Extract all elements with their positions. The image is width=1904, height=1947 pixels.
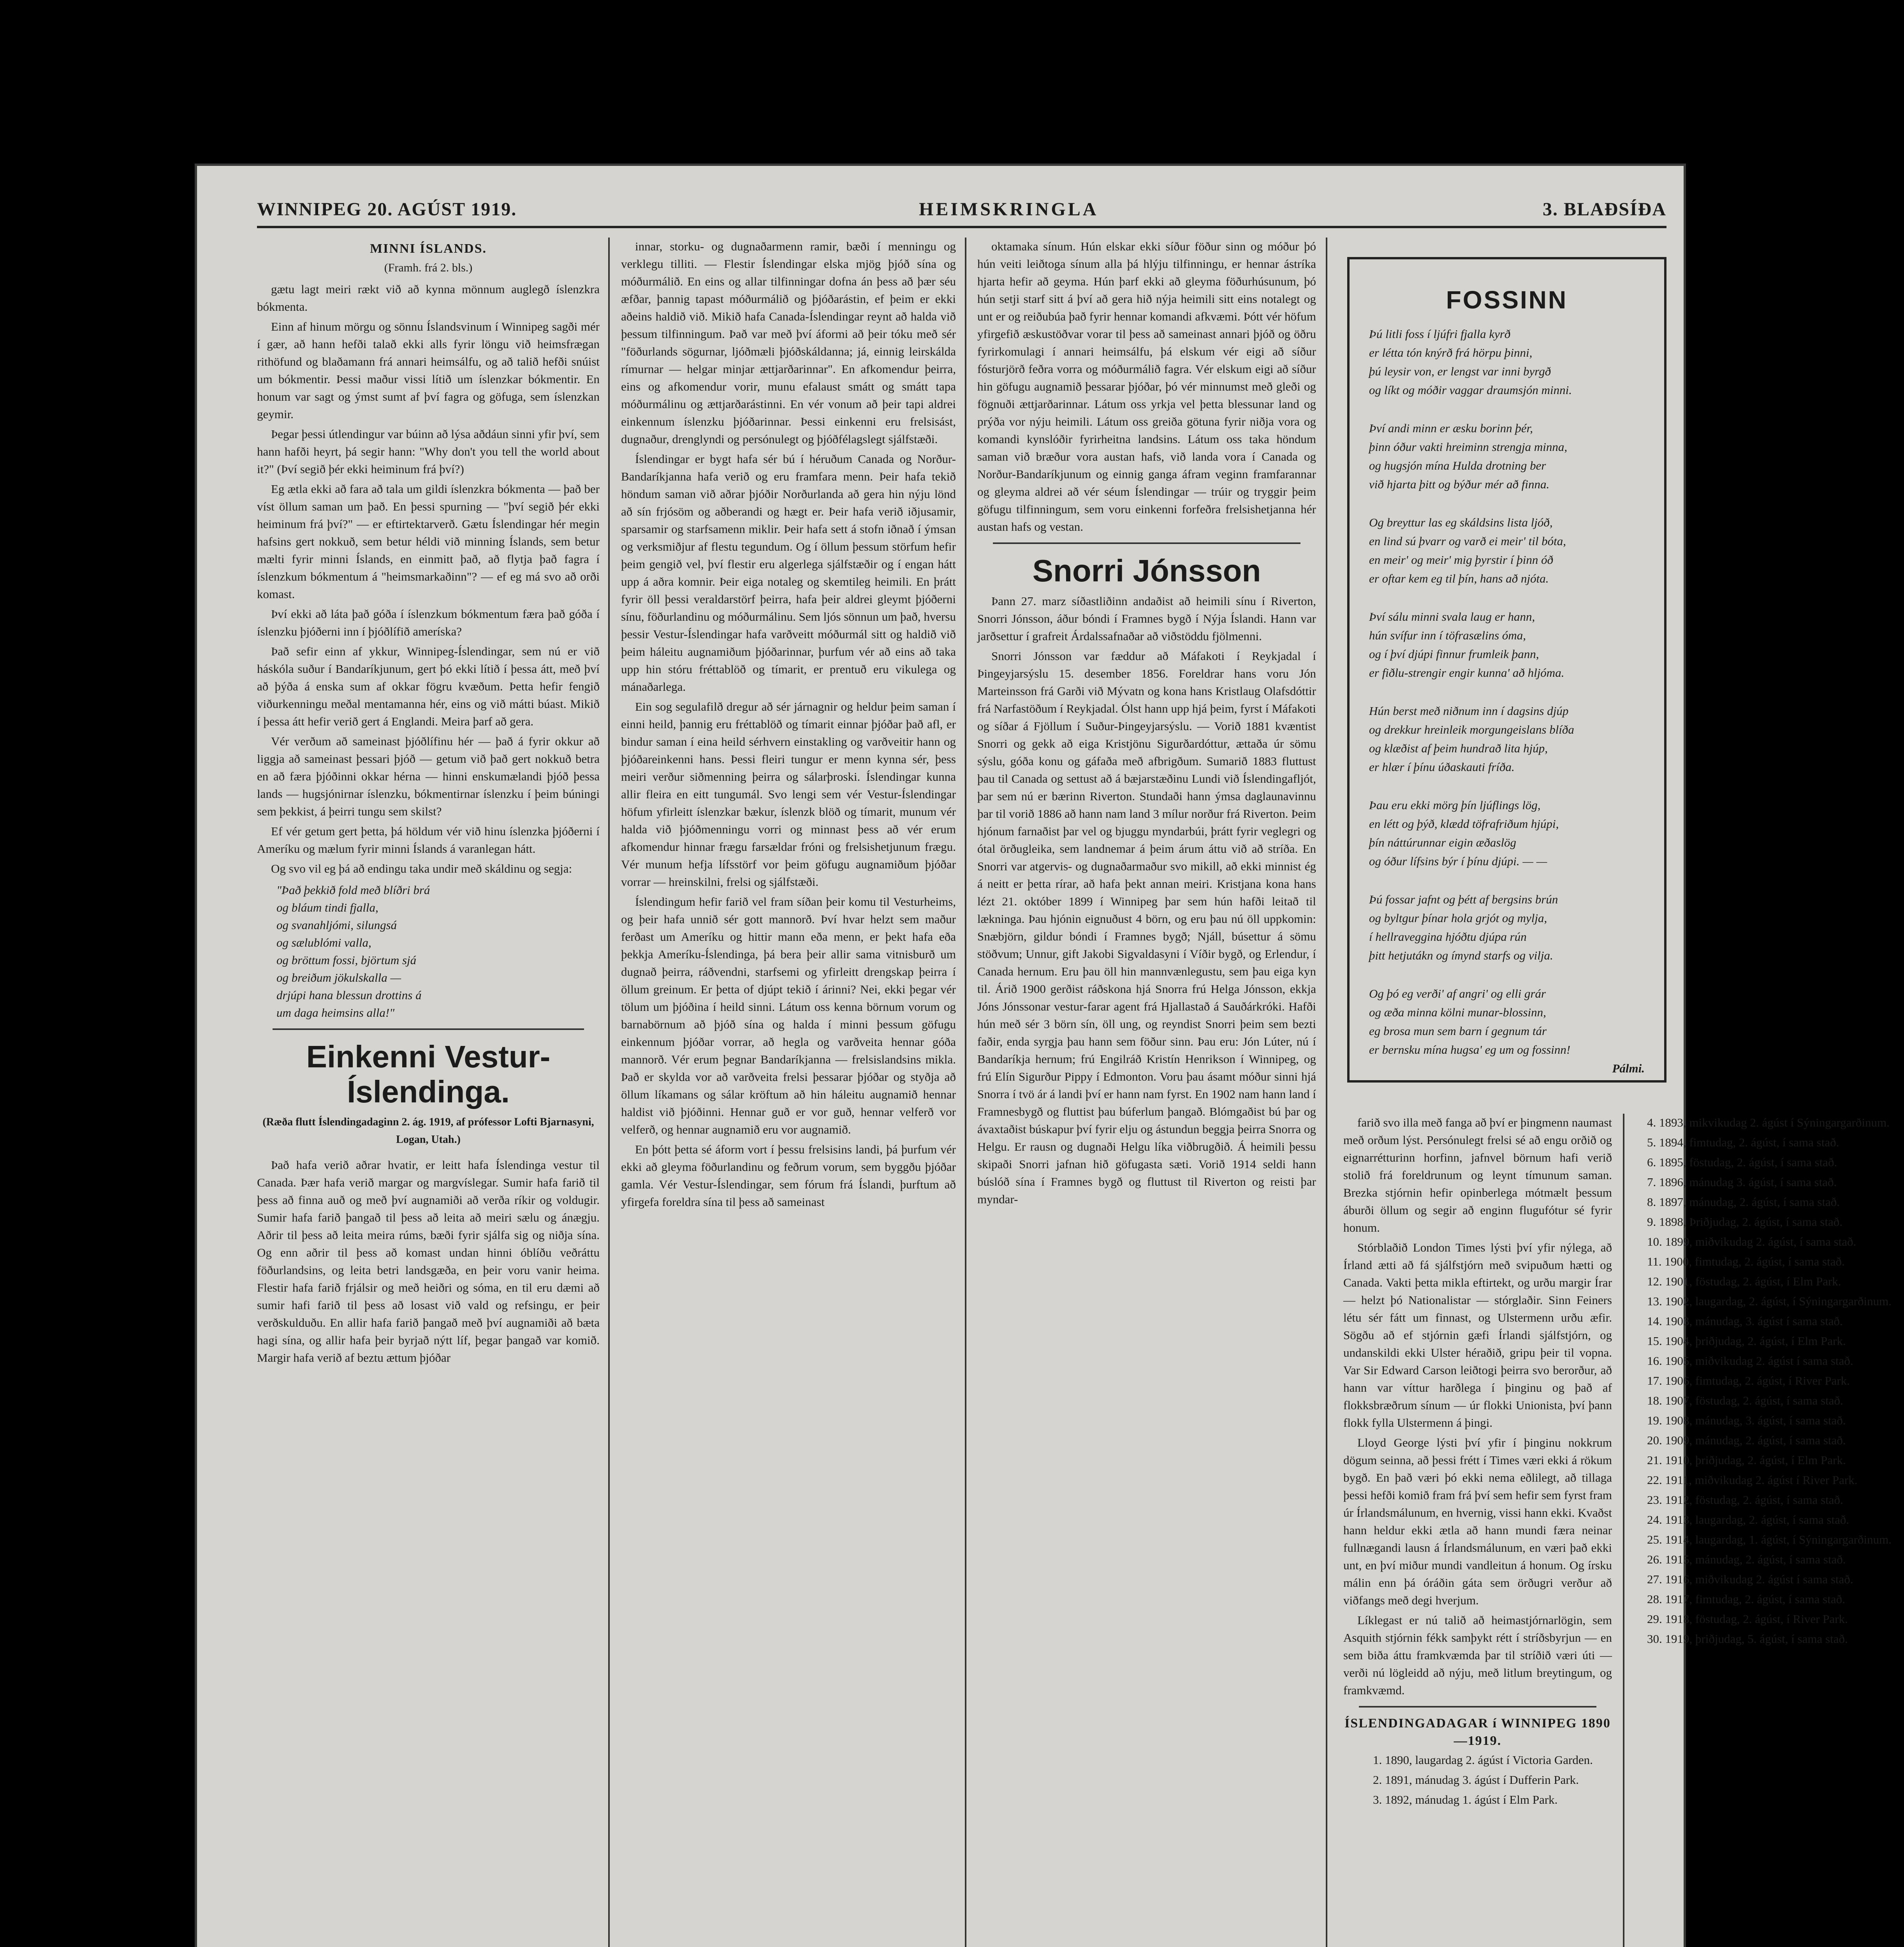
column-3 (977, 238, 1316, 1756)
poem-stanza (1369, 702, 1645, 776)
poem-line: Þau eru ekki mörg þín ljúflings lög, (1369, 798, 1541, 812)
paragraph: Ef vér getum gert þetta, þá höldum vér við hinu íslenzka þjóðerni í Ameríku og mælum fyrir minni Íslands á varanlegan hátt. (257, 824, 600, 856)
poem-line: Því sálu minni svala laug er hann, (1369, 610, 1535, 623)
paragraph: Og svo vil eg þá að endingu taka undir með skáldinu og segja: (271, 862, 572, 875)
poem-line: er bernsku mína hugsa' eg um og fossinn! (1369, 1043, 1571, 1056)
divider (273, 1028, 584, 1030)
poem-line: þitt hetjutákn og ímynd starfs og vilja. (1369, 949, 1553, 962)
poem-author: Pálmi. (1612, 1062, 1645, 1075)
poem-line: og drekkur hreinleik morgungeislans blíða (1369, 723, 1574, 736)
list-item: 15. 1904, þriðjudag, 2. ágúst, í Elm Park. (1647, 1334, 1846, 1348)
paragraph: En þótt þetta sé áform vort í þessu frelsisins landi, þá þurfum vér ekki að gleyma föðurlandinu og feðrum vorum, sem byggðu þjóðar gamla. Vér Vestur-Íslendingar, sem fórum frá Íslandi, þurftum að yfirgefa foreldra sína til þess að sameinast (621, 1142, 956, 1209)
poem-line: og æða minna kölni munar-blossinn, (1369, 1005, 1546, 1019)
poem-line: í hellraveggina hjóðtu djúpa rún (1369, 930, 1527, 944)
poem-line: eg brosa mun sem barn í gegnum tár (1369, 1024, 1547, 1038)
list-item: 16. 1905, miðvikudag 2. ágúst í sama stað. (1647, 1354, 1853, 1368)
poem-stanza (1369, 796, 1645, 871)
list-item: 30. 1919, þriðjudag, 5. ágúst, í sama stað. (1647, 1632, 1848, 1646)
poem-stanza (1369, 513, 1645, 588)
list-item: 13. 1902, laugardag, 2. ágúst, í Sýningargarðinum. (1647, 1294, 1892, 1308)
verse-line: um daga heimsins alla!" (276, 1006, 395, 1019)
paragraph: Stórblaðið London Times lýsti því yfir nýlega, að Írland ætti að fá sjálfstjórn með svipuðum hætti og Canada. Vakti þetta mikla eftirtekt, og urðu margir Írar — helzt þó Nationalistar — stórglaðir. Sinn Feiners létu sér fátt um finnast, og Ulstermenn urðu æfir. Sögðu að ef stjórnin gæfi Írlandi sjálfstjórn, og undanskildi ekki Ulster héraðið, gripu þeir til vopna. Var Sir Edward Carson leiðtogi þeirra svo berorður, að hann var víttur harðlega í þinginu og það af flokksbræðrum sínum — úr flokki Unionista, því þann flokk fylla Ulstermenn á þingi. (1343, 1241, 1612, 1429)
newspaper-page (195, 164, 1892, 1947)
article-title-einkenni: Einkenni Vestur-Íslendinga. (306, 1039, 551, 1109)
poem-line: Þú litli foss í ljúfri fjalla kyrð (1369, 327, 1511, 341)
poem-line: Og þó eg verði' af angri' og elli grár (1369, 987, 1546, 1000)
list-item: 26. 1915, mánudag, 2. ágúst, í sama stað. (1647, 1553, 1846, 1566)
list-item: 12. 1901, föstudag, 2. ágúst, í Elm Park. (1647, 1275, 1841, 1288)
column-rule (965, 238, 966, 1947)
article-title-minni-islands: MINNI ÍSLANDS. (370, 241, 487, 256)
column-rule (1623, 1114, 1624, 1947)
divider (1359, 1706, 1596, 1708)
paragraph: Líklegast er nú talið að heimastjórnarlögin, sem Asquith stjórnin fékk samþykt rétt í stríðsbyrjun — en sem biða áttu framkvæmda þar til stríðið væri úti — verði nú lögleidd að nýju, með litlum breytingum, og framkvæmd. (1343, 1613, 1612, 1697)
poem-line: og byltgur þínar hola grjót og mylja, (1369, 911, 1547, 925)
poem-line: Og breyttur las eg skáldsins lista ljóð, (1369, 516, 1553, 529)
list-item: 23. 1912, föstudag, 2. ágúst, í sama stað. (1647, 1493, 1843, 1507)
poem-stanza (1369, 325, 1645, 400)
verse-line: og bröttum fossi, björtum sjá (276, 953, 417, 967)
poem-line: og óður lífsins býr í þínu djúpi. — — (1369, 854, 1547, 868)
paragraph: innar, storku- og dugnaðarmenn ramir, bæði í menningu og verklegu tilliti. — Flestir Íslendingar elska mjög þjóð sína og móðurmálið. En eins og allar tilfinningar dofna án þess að þær séu æfðar, þannig tapast móðurmálið og þjóðarástin, ef þeim er ekki aðeins haldið við. Mikið hafa Canada-Íslendingar reynt að halda við þessum tilfinningum. Það var með því áformi að þeir tóku með sér "föðurlands sögurnar, ljóðmæli þjóðskáldanna; já, einnig leirskálda rímurnar — helgar minjar ættjarðarinnar". En afkomendur þeirra, eins og afkomendur vorir, munu efalaust smátt og smátt tapa móðurmálinu og ættjarðarástinni. En vér vonum að þeir tapi aldrei einkennum íslenzku þjóðarinnar. Þessi einkenni eru frelsisást, dugnaður, drenglyndi og persónulegt og þjóðfélagslegt sjálfstæði. (621, 239, 956, 446)
list-item: 1. 1890, laugardag 2. ágúst í Victoria Garden. (1373, 1753, 1593, 1767)
paragraph: Snorri Jónsson var fæddur að Máfakoti í Reykjadal í Þingeyjarsýslu 15. desember 1856. Foreldrar hans voru Jón Marteinsson frá Garði við Mývatn og kona hans Kristlaug Olafsdóttir frá Narfastöðum í Reykjadal. Ólst hann upp hjá þeim, fyrst í Máfakoti og síðar á Fjöllum í Suður-Þingeyjarsýslu. — Vorið 1881 kvæntist Snorri og gekk að eiga Kristjönu Sigurðardóttur, ættaða úr sömu sýslu, góða konu og gáfaða með afbrigðum. Sumarið 1883 fluttust þau til Canada og settust að á bæjarstæðinu Lundi við Íslendingafljót, þar sem nú er bærinn Riverton. Stundaði hann ýmsa daglaunavinnu þar til vorið 1886 að hann nam land 3 mílur norður frá Riverton. Þeim hjónum farnaðist þar vel og bjuggu myndarbúi, þrátt fyrir veglegri og ótal örðugleika, sem landnemar á þeim árum áttu við að stríða. En Snorri var atgervis- og dugnaðarmaður svo mikill, að ekki minnist ég á neitt er þetta rírar, að hafa þekt annan meiri. Kristjana kona hans lézt 21. október 1899 í Winnipeg þar sem hún hafði leitað til lækninga. Þau hjónin eignuðust 4 börn, og eru þau nú öll uppkomin: Snæbjörn, gildur bóndi í Framnes bygð; Njáll, búsettur á sömu stöðvum; Unnur, gift Jakobi Sigvaldasyni í Víðir bygð, og Erlendur, í Canada hernum. Eru þau öll hin mannvænlegustu, sem þau eiga kyn til. Árið 1900 gerðist ráðskona hjá Snorra frú Helga Jónsson, ekkja Jóns Jónssonar vestur-farar agent frá Hjallastað á Sauðárkróki. Hafði hún með sér 3 börn sín, öll ung, og reyndist Snorri þeim sem bezti faðir, enda syrgja þau hann sem föður sinn. Þau eru: Jón Lúter, nú í Bandaríkja hernum; frú Engilráð Kristín Henrikson í Winnipeg, og frú Elín Sigurður Pippy í Edmonton. Voru þau ásamt móður sinni hjá Snorra í tvö ár á landi því er hann nam fyrst. En 1902 nam hann land í Framnesbygð og fluttist þau búferlum þangað. Blómgaðist bú þar og ávaxtaðist búskapur því fyrir elju og ástundun beggja þeirra Snorra og Helgu. Er rausn og dugnaði Helgu líka viðbrugðið. Á heimili þessu skipaði Snorri jafnan hið göfugasta sæti. Vorið 1914 seldi hann búslóð sína í Framnes bygð og fluttust til Riverton og reisti þar myndar- (977, 649, 1316, 1206)
poem-line: Þú fossar jafnt og þétt af bergsins brún (1369, 893, 1558, 906)
poem-line: þú leysir von, er lengst var inni byrgð (1369, 364, 1551, 378)
paragraph: Þegar þessi útlendingur var búinn að lýsa aðdáun sinni yfir því, sem hann hafði heyrt, þá segir hann: "Why don't you tell the world about it?" (Því segið þér ekki heiminum frá því?) (257, 427, 600, 476)
column-5-list (1631, 1114, 1904, 1947)
poem-line: þinn óður vakti hreiminn strengja minna, (1369, 440, 1568, 454)
poem-line: við hjarta þitt og býður mér að finna. (1369, 477, 1550, 491)
list-item: 28. 1917, fimtudag, 2. ágúst, í sama stað. (1647, 1592, 1845, 1606)
paragraph: Vér verðum að sameinast þjóðlífinu hér — það á fyrir okkur að liggja að sameinast þessari þjóð — getum við það gert nokkuð betra en að færa þjóðinni okkar hérna — hinni enskumælandi þjóð þessa lands — hugsjónirnar íslenzku, bókmentirnar íslenzku í þeim búningi sem þekkist, á þeirri tungu sem skilst? (257, 734, 600, 818)
poem-box (1347, 257, 1666, 1083)
list-item: 17. 1906, fimtudag, 2. ágúst, í River Park. (1647, 1374, 1850, 1387)
paragraph: Íslendingar er bygt hafa sér bú í héruðum Canada og Norður-Bandaríkjanna hafa verið og eru framfara menn. Þeir hafa tekið höndum saman við aðrar þjóðir Norðurlanda að gera hin nýju lönd að sín frjósöm og aðberandi og hægt er. Þeir hafa verið iðjusamir, sparsamir og starfsamenn miklir. Þeir hafa sett á stofn iðnað í ýmsan og verksmiðjur af flestu tegundum. Og í öllum þessum störfum hefir þeim gengið vel, því flestir eru algerlega sjálfstæðir og í engan hátt upp á aðra komnir. Þeir eiga notaleg og skemtileg heimili. En þrátt fyrir öll þessi veraldarstörf þeirra, hafa þeir aldrei gleymt þjóðerni sínu, föðurlandinu og móðurmálinu. Sem ljós sönnun um það, hversu þessir Vestur-Íslendingar hafa varðveitt móðurmál sitt og haldið við þeim háleitu augnamiðum þjóðarinnar, þurfum vér að eins að taka upp hin stóru fréttablöð og tímarit, er prentuð eru vikulega og mánaðarlega. (621, 452, 956, 694)
paragraph: Lloyd George lýsti því yfir í þinginu nokkrum dögum seinna, að þessi frétt í Times væri ekki á rökum bygð. En það væri þó ekki nema eðlilegt, að tillaga þessi hefði komið fram frá því sem hefir sem fyrst fram úr Írlandsmálunum, en hvernig, vissi hann ekki. Kvaðst hann heldur ekki ætla að hann mundi færa neinar fullnægandi lausn á Írlandsmálunum, en væri það ekki unt, en því miður mundi vandleitun á honum. Og írsku málin enn þá óráðin gáta sem örðugri verður að viðfangs með degi hverjum. (1343, 1436, 1612, 1607)
list-item: 3. 1892, mánudag 1. ágúst í Elm Park. (1373, 1793, 1558, 1806)
header-date: WINNIPEG 20. AGÚST 1919. (257, 199, 517, 220)
poem-line: er hlær í þínu úðaskauti fríða. (1369, 760, 1515, 774)
list-item: 20. 1909, mánudag, 2. ágúst, í sama stað. (1647, 1433, 1846, 1447)
list-title: ÍSLENDINGADAGAR í WINNIPEG 1890—1919. (1344, 1716, 1611, 1748)
list-item: 8. 1897, mánudag, 2. ágúst, í sama stað. (1647, 1195, 1840, 1209)
column-rule (1326, 238, 1327, 1947)
article-continuation-note: (Framh. frá 2. bls.) (384, 261, 473, 274)
list-item: 25. 1914, laugardag, 1. ágúst, í Sýningargarðinum. (1647, 1533, 1892, 1546)
poem-line: er oftar kem eg til þín, hans að njóta. (1369, 572, 1549, 585)
paragraph: Það hafa verið aðrar hvatir, er leitt hafa Íslendinga vestur til Canada. Þær hafa verið margar og margvíslegar. Sumir hafa farið til þess að finna auð og með því augnamiði að verða ríkir og voldugir. Sumir hafa farið þangað til þess að leita að meiri sælu og ánægju. Aðrir til þess að leita meira rúms, bæði fyrir sjálfa sig og niðja sína. Og enn aðrir til þess að komast undan hinni óblíðu veðráttu föðurlandsins, og leita betri landsgæða, en þeir voru vanir heima. Flestir hafa farið frjálsir og með heiðri og sóma, en til eru dæmi að sumir hafi farið til þess að losast við vald og refsingu, er þeir verðskulduðu. En allir hafa farið þangað með því augnamiði að bæta hagi sína, og allir hafa þeir byrjað nýtt líf, þegar þangað var komið. Margir hafa verið af beztu ættum þjóðar (257, 1158, 600, 1364)
paragraph: Þann 27. marz síðastliðinn andaðist að heimili sínu í Riverton, Snorri Jónsson, áður bóndi í Framnes bygð í Nýja Íslandi. Hann var jarðsettur í grafreit Árdalssafnaðar að viðstöddu fjölmenni. (977, 594, 1316, 643)
verse-line: og breiðum jökulskalla — (276, 971, 401, 984)
poem-title: FOSSINN (1446, 286, 1568, 314)
verse-quote (257, 881, 600, 1021)
poem-line: er létta tón knýrð frá hörpu þinni, (1369, 346, 1533, 359)
list-item: 18. 1907, föstudag, 2. ágúst, í sama stað. (1647, 1394, 1843, 1407)
verse-line: og svanahljómi, silungsá (276, 918, 397, 932)
paragraph: Einn af hinum mörgu og sönnu Íslandsvinum í Winnipeg sagði mér í gær, að hann hefði talað ekki alls fyrir löngu við heimsfrægan rithöfund og blaðamann frá annari heimsálfu, og að talið hefði snúist um bókmentir. Þessi maður vissi lítið um íslenzkar bókmentir. En honum var sagt og ýmst sumt af því fagra og göfuga, sem íslenzkan geymir. (257, 320, 600, 421)
list-item: 2. 1891, mánudag 3. ágúst í Dufferin Park. (1373, 1773, 1579, 1787)
paragraph: Ein sog segulafilð dregur að sér járnagnir og heldur þeim saman í einni heild, þannig eru fréttablöð og tímarit einnar þjóðar það afl, er bindur saman í eina heild sérhvern einstakling og varðveitir hann og þjóðareinkenni hans. Þessi fleiri tungur er menn kynna sér, þess meiri verður siðmenning þeirra og sálarþroski. Íslendingar kunna allir fleira en eitt tungumál. Svo lengi sem vér Vestur-Íslendingar höfum yfirleitt íslenzkar bækur, íslenzk blöð og tímarit, munum vér halda við þjóðmenningu vorri og minnast þess að vér erum afkomendur hinnar frægu farsældar fróni og frelsishetjunum frægu. Vér munum hefja lífsstörf vor þeim göfugu augnamiðum þjóðar vorrar — hreinskilni, frelsi og sjálfstæði. (621, 700, 956, 889)
paragraph: oktamaka sínum. Hún elskar ekki síður föður sinn og móður þó hún veiti leiðtoga sínum alla þá hlýju tilfinningu, er hennar ástríka hjarta hefir að geyma. Hún þarf ekki að gleyma föðurhúsunum, þó hún setji starf sitt á því að gera hið nýja heimili sitt eins notalegt og unt er og reiðubúa það fyrir hennar komandi afkvæmi. Þótt vér höfum yfirgefið æskustöðvar vorar til þess að sameinast annari þjóð og öðru fyrirkomulagi í annari heimsálfu, þá elskum vér eigi að síður fósturjörð feðra vorra og móðurmálið fagra. Vér elskum eigi að síður hin göfugu augnamið þessarar þjóðar, þó vér minnumst með gleði og fögnuði ættjarðarinnar. Látum oss yrkja vel þetta blessunar land og prýða vor nýju heimili. Látum oss greiða götuna fyrir niðja vora og komandi kynslóðir fyrirheitna landsins. Látum oss taka höndum saman við bræður vora austan hafs, við landa vora í Canada og Norður-Bandaríkjunum og einnig ganga áfram veginn framfarannar og gleyma aldrei að vér séum Íslendingar — trúir og tryggir þeim göfugu tilfinningum, sem voru einkenni forfeðra frelsishetjanna hér austan hafs og vestan. (977, 239, 1316, 533)
divider (993, 542, 1300, 544)
poem-stanza (1369, 984, 1645, 1059)
poem-line: og klæðist af þeim hundrað lita hjúp, (1369, 741, 1548, 755)
list-item: 19. 1908, mánudag, 3. ágúst, í sama stað. (1647, 1414, 1846, 1427)
list-item: 6. 1895, föstudag, 2. ágúst, í sama stað. (1647, 1155, 1837, 1169)
article-title-snorri: Snorri Jónsson (1032, 553, 1261, 588)
paragraph: Það sefir einn af ykkur, Winnipeg-Íslendingar, sem nú er við háskóla suður í Bandaríkjunum, gert þó ekki lítið í þessa átt, með því að þýða á enska sum af okkar fögru kvæðum. Þetta hefir fengið viðurkenningu meðal mentamanna hér, eins og við mátti búast. Mikið í þessa átt hefir verið gert á Englandi. Meira þarf að gera. (257, 644, 600, 728)
column-rule (608, 238, 610, 1947)
verse-line: "Það þekkið fold með blíðri brá (276, 883, 430, 897)
poem-line: Því andi minn er æsku borinn þér, (1369, 421, 1533, 435)
paragraph: Íslendingum hefir farið vel fram síðan þeir komu til Vesturheims, og þeir hafa unnið sér gott mannorð. Því hvar helzt sem maður ferðast um Ameríku og hittir mann eða menn, er þekt hafa eða þekkja Ameríku-Íslendinga, þá bera þeir allir sama vitnisburð um dugnað þeirra, ráðvendni, starfsemi og yfirleitt drengskap þeirra í öllum greinum. Er þetta of djúpt tekið í árinni? Nei, ekki þegar vér tölum um þjóðina í heild sinni. Látum oss kenna börnum vorum og barnabörnum að þjóð sína og halda í minni þessum göfugu einkennum þjóðar vorrar, að hegla og varðveita hennar góða mannorð. Vér erum þegnar Bandaríkjanna — frelsislandsins mikla. Það er skylda vor að varðveita frelsi þessarar þjóðar og styðja að öllum líkamans og sálar kröftum að hin háleitu augnamið hennar haldist við þjóðinni. Hennar guð er vor guð, hennar velferð vor velferð, og hennar augnamið eru vor augnamið. (621, 895, 956, 1136)
verse-line: og sælublómi valla, (276, 936, 371, 949)
poem-line: en létt og þýð, klædd töfrafriðum hjúpi, (1369, 817, 1559, 831)
poem-line: og í því djúpi finnur frumleik þann, (1369, 647, 1539, 661)
list-item: 29. 1918, föstudag, 2. ágúst, í River Park. (1647, 1612, 1848, 1626)
paragraph: farið svo illa með fanga að því er þingmenn naumast með orðum lýst. Persónulegt frelsi sé að engu orðið og eignarrétturinn horfinn, jafnvel börnum hafi verið stolið frá foreldrunum og leynt tímunum saman. Brezka stjórnin hefir opinberlega mótmælt þessum áburði öllum og segir að enginn flugufótur sé fyrir honum. (1343, 1116, 1612, 1234)
poem-line: er fiðlu-strengir engir kunna' að hljóma. (1369, 666, 1564, 680)
paragraph: Eg ætla ekki að fara að tala um gildi íslenzkra bókmenta — það ber víst öllum saman um það. En þessi spurning — "því segið þér ekki heiminum frá því?" — er eftirtektarverð. Gætu Íslendingar hér megin hafsins gert nokkuð, sem betur héldi við minning Íslands, sem betur mælti fyrir minni Íslands, en einmitt það, að flytja það fagra í íslenzkum bókmentum á "heimsmarkaðinn"? — ef eg má svo að orði komast. (257, 482, 600, 601)
list-item: 24. 1913, laugardag, 2. ágúst, í sama stað. (1647, 1513, 1849, 1526)
list-item: 11. 1900, fimtudag, 2. ágúst, í sama stað. (1647, 1255, 1845, 1268)
list-item: 14. 1903, mánudag, 3. ágúst í sama stað. (1647, 1314, 1843, 1328)
page-header (257, 191, 1666, 228)
list-item: 21. 1910, þriðjudag, 2. ágúst, í Elm Park. (1647, 1453, 1846, 1467)
verse-line: og bláum tindi fjalla, (276, 901, 378, 914)
list-item: 22. 1911, miðvikudag 2. ágúst í River Park. (1647, 1473, 1858, 1487)
column-2 (621, 238, 956, 1709)
list-item: 10. 1899, miðvikudag 2. ágúst, í sama stað. (1647, 1235, 1856, 1248)
poem-line: þín náttúrunnar eigin æðaslög (1369, 836, 1517, 849)
masthead-title: HEIMSKRINGLA (919, 199, 1099, 220)
poem-line: en lind sú þvarr og varð ei meir' til bóta, (1369, 534, 1566, 548)
column-4-bottom (1343, 1114, 1612, 1947)
list-item: 9. 1898, Þriðjudag, 2. ágúst, í sama stað. (1647, 1215, 1842, 1229)
poem-line: Hún berst með niðnum inn í dagsins djúp (1369, 704, 1569, 718)
poem-stanza (1369, 890, 1645, 965)
list-item: 5. 1894, fimtudag, 2. ágúst, í sama stað. (1647, 1135, 1839, 1149)
column-1 (257, 238, 600, 1947)
verse-line: drjúpi hana blessun drottins á (276, 988, 422, 1002)
poem-line: hún svífur inn í töfrasælins óma, (1369, 628, 1526, 642)
paragraph: Því ekki að láta það góða í íslenzkum bókmentum færa það góða í íslenzku þjóðerni inn í þjóðlífið ameríska? (257, 607, 600, 638)
article-byline: (Ræða flutt Íslendingadaginn 2. ág. 1919, af prófessor Lofti Bjarnasyni, Logan, Utah.) (262, 1116, 594, 1146)
poem-stanza (1369, 419, 1645, 494)
list-item: 7. 1896, mánudag 3. ágúst, í sama stað. (1647, 1175, 1837, 1189)
list-item: 27. 1916, miðvikudag 2. ágúst í sama stað. (1647, 1572, 1853, 1586)
list-item: 4. 1893, mikvikudag 2. ágúst í Sýningargarðinum. (1647, 1116, 1890, 1129)
poem-line: og hugsjón mína Hulda drotning ber (1369, 459, 1546, 472)
poem-stanza (1369, 607, 1645, 682)
page-number: 3. BLAÐSÍÐA (1542, 199, 1666, 220)
paragraph: gætu lagt meiri rækt við að kynna mönnum auglegð íslenzkra bókmenta. (257, 282, 600, 313)
poem-line: en meir' og meir' mig þyrstir í þinn óð (1369, 553, 1554, 567)
poem-line: og líkt og móðir vaggar draumsjón minni. (1369, 383, 1572, 397)
